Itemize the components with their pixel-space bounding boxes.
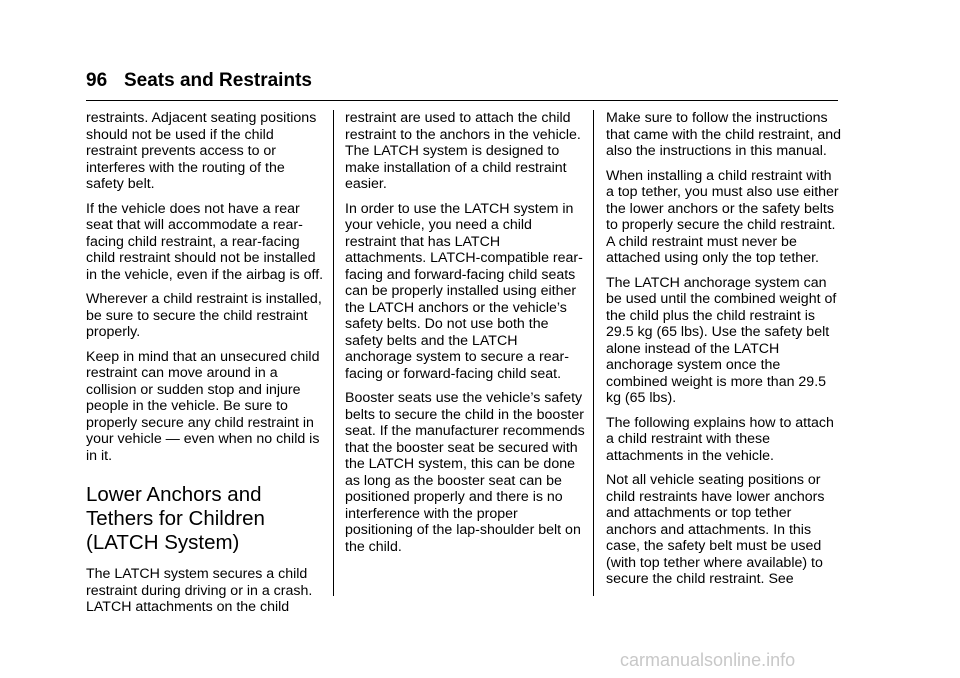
paragraph: Booster seats use the vehicle’s safety belts to secure the child in the booster seat. If the manufacturer recommends that the booster seat be secured with the LATCH system, this can be done as long as the booster seat can be positioned properly and there is no interference with the proper positioning of the lap-shoulder belt on the child. [345, 390, 585, 555]
paragraph: When installing a child restraint with a top tether, you must also use either the lower anchors or the safety belts to properly secure the child restraint. A child restraint must never be attached using only the top tether. [606, 167, 839, 266]
section-title: Seats and Restraints [124, 70, 312, 91]
paragraph: Make sure to follow the instructions that came with the child restraint, and also the instructions in this manual. [606, 110, 842, 159]
column-3 [606, 110, 842, 596]
column-divider [333, 110, 334, 596]
paragraph: Wherever a child restraint is installed, be sure to secure the child restraint properly. [86, 291, 322, 340]
section-heading-latch: Lower Anchors and Tethers for Children (LATCH System) [86, 483, 265, 554]
paragraph: In order to use the LATCH system in your vehicle, you need a child restraint that has LATCH attachments. LATCH-compatible rear-facing and forward-facing child seats can be properly installed using either the LATCH anchors or the vehicle’s safety belts. Do not use both the safety belts and the LATCH anchorage system to secure a rear-facing or forward-facing child seat. [345, 200, 583, 382]
header-rule [86, 100, 838, 101]
column-1 [86, 110, 326, 624]
paragraph: Keep in mind that an unsecured child restraint can move around in a collision or sudden stop and injure people in the vehicle. Be sure to properly secure any child restraint in your vehicle — even when no child is in it. [86, 348, 320, 464]
paragraph: The following explains how to attach a child restraint with these attachments in the vehicle. [606, 414, 834, 464]
paragraph: If the vehicle does not have a rear seat that will accommodate a rear-facing child restraint, a rear-facing child restraint should not be installed in the vehicle, even if the airbag is off. [86, 200, 324, 283]
paragraph: The LATCH anchorage system can be used until the combined weight of the child plus the child restraint is 29.5 kg (65 lbs). Use the safety belt alone instead of the LATCH anchorage system once the combined weight is more than 29.5 kg (65 lbs). [606, 274, 837, 406]
page-header [86, 70, 312, 92]
paragraph: restraint are used to attach the child restraint to the anchors in the vehicle. The LATCH system is designed to make installation of a child restraint easier. [345, 110, 581, 192]
paragraph: Not all vehicle seating positions or child restraints have lower anchors and attachments or top tether anchors and attachments. In this case, the safety belt must be used (with top tether where available) to secure the child restraint. See [606, 472, 825, 587]
paragraph: restraints. Adjacent seating positions should not be used if the child restraint prevents access to or interferes with the routing of the safety belt. [86, 110, 317, 192]
page-number: 96 [86, 70, 108, 91]
paragraph: The LATCH system secures a child restraint during driving or in a crash. LATCH attachments on the child [86, 566, 313, 615]
column-2 [345, 110, 585, 563]
column-divider [593, 110, 594, 596]
watermark: carmanualsonline.info [620, 650, 796, 670]
